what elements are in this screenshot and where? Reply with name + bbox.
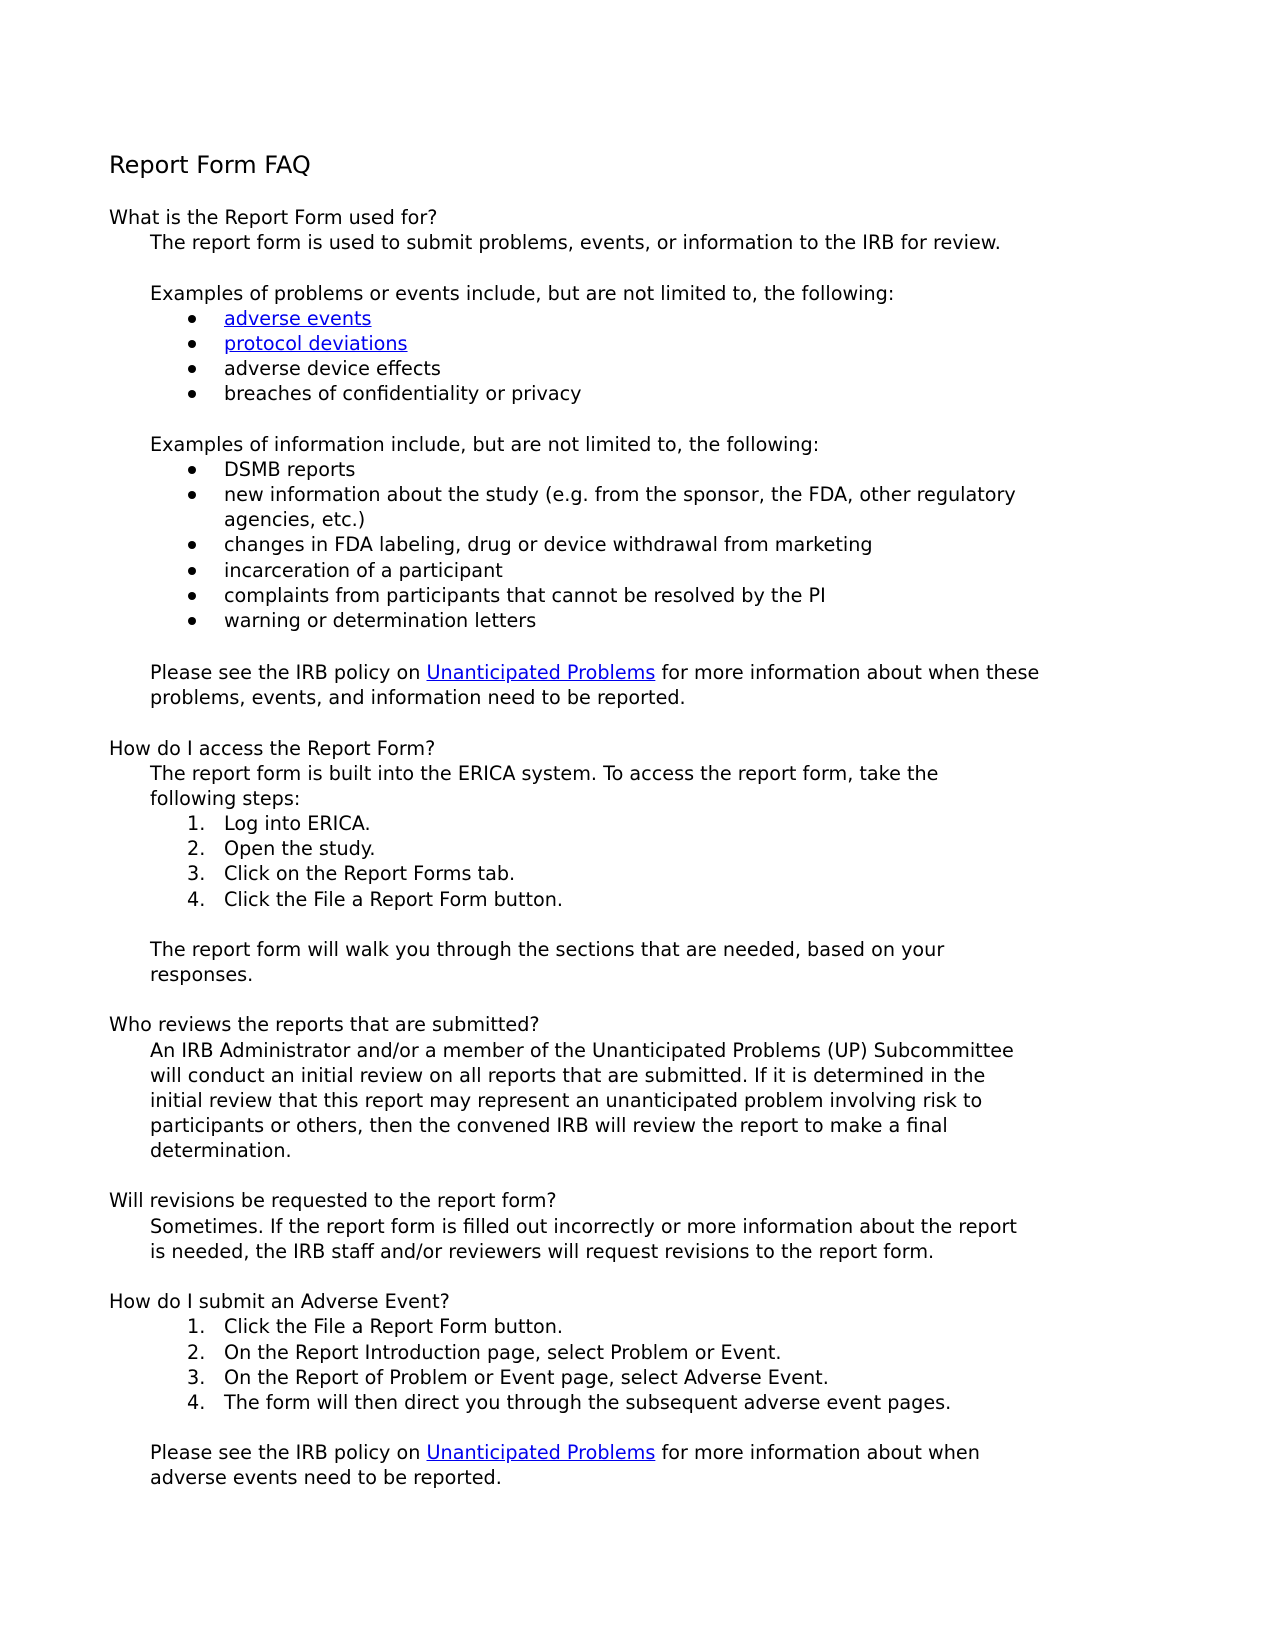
bullet-icon [188, 390, 196, 398]
list-item: new information about the study (e.g. from the sponsor, the FDA, other regulatory [224, 483, 1016, 506]
bullet-icon [188, 592, 196, 600]
bullet-icon [188, 365, 196, 373]
list-item: adverse device effects [224, 357, 441, 380]
bullet-icon [188, 340, 196, 348]
bullet-icon [188, 491, 196, 499]
faq-answer-text: participants or others, then the convened IRB will review the report to make a final [150, 1114, 948, 1137]
faq-question-3: Who reviews the reports that are submitted? [109, 1013, 540, 1036]
step-item: Log into ERICA. [224, 812, 371, 835]
policy-text: Please see the IRB policy on [150, 1441, 427, 1464]
step-number: 3. [187, 1366, 206, 1389]
list-item: warning or determination letters [224, 609, 537, 632]
bullet-icon [188, 617, 196, 625]
step-number: 4. [187, 1391, 206, 1414]
bullet-icon [188, 541, 196, 549]
faq-answer-text: The report form is built into the ERICA system. To access the report form, take the [150, 762, 939, 785]
faq-answer-text: will conduct an initial review on all reports that are submitted. If it is determined in the [150, 1064, 986, 1087]
policy-text: for more information about when [655, 1441, 980, 1464]
bullet-icon [188, 315, 196, 323]
faq-answer-text: An IRB Administrator and/or a member of the Unanticipated Problems (UP) Subcommittee [150, 1039, 1014, 1062]
step-number: 2. [187, 1341, 206, 1364]
faq-question-2: How do I access the Report Form? [109, 737, 436, 760]
step-item: Click on the Report Forms tab. [224, 862, 516, 885]
list-item: breaches of confidentiality or privacy [224, 382, 582, 405]
policy-text: Please see the IRB policy on [150, 661, 427, 684]
list-item-continuation: agencies, etc.) [224, 508, 366, 531]
bullet-icon [188, 466, 196, 474]
bullet-icon [188, 567, 196, 575]
faq-answer-text: responses. [150, 963, 254, 986]
protocol-deviations-link[interactable]: protocol deviations [224, 332, 408, 355]
info-intro: Examples of information include, but are not limited to, the following: [150, 433, 820, 456]
adverse-events-link[interactable]: adverse events [224, 307, 372, 330]
faq-question-4: Will revisions be requested to the report form? [109, 1189, 557, 1212]
list-item: incarceration of a participant [224, 559, 503, 582]
step-item: The form will then direct you through the subsequent adverse event pages. [224, 1391, 952, 1414]
policy-note-line2: problems, events, and information need to be reported. [150, 686, 686, 709]
step-number: 2. [187, 837, 206, 860]
step-item: Click the File a Report Form button. [224, 888, 563, 911]
faq-answer-text: following steps: [150, 787, 301, 810]
faq-answer-text: determination. [150, 1139, 292, 1162]
list-item: DSMB reports [224, 458, 356, 481]
faq-answer-text: is needed, the IRB staff and/or reviewers will request revisions to the report form. [150, 1240, 935, 1263]
step-item: Click the File a Report Form button. [224, 1315, 563, 1338]
step-item: Open the study. [224, 837, 376, 860]
faq-answer-text: The report form will walk you through the sections that are needed, based on your [150, 938, 945, 961]
step-item: On the Report Introduction page, select Problem or Event. [224, 1341, 782, 1364]
list-item: complaints from participants that cannot be resolved by the PI [224, 584, 826, 607]
step-number: 1. [187, 812, 206, 835]
policy-note-line2: adverse events need to be reported. [150, 1466, 502, 1489]
faq-answer-text: Sometimes. If the report form is filled out incorrectly or more information about the report [150, 1215, 1017, 1238]
step-number: 3. [187, 862, 206, 885]
unanticipated-problems-link[interactable]: Unanticipated Problems [426, 661, 656, 684]
step-number: 1. [187, 1315, 206, 1338]
step-number: 4. [187, 888, 206, 911]
faq-answer-text: initial review that this report may represent an unanticipated problem involving risk to [150, 1089, 983, 1112]
policy-text: for more information about when these [655, 661, 1040, 684]
policy-note-2 [150, 1440, 980, 1465]
page-title: Report Form FAQ [109, 151, 311, 179]
faq-answer-text: The report form is used to submit problems, events, or information to the IRB for review. [150, 231, 1001, 254]
step-item: On the Report of Problem or Event page, select Adverse Event. [224, 1366, 829, 1389]
faq-question-5: How do I submit an Adverse Event? [109, 1290, 450, 1313]
faq-question-1: What is the Report Form used for? [109, 206, 438, 229]
unanticipated-problems-link-2[interactable]: Unanticipated Problems [426, 1441, 656, 1464]
policy-note-1 [150, 660, 1039, 685]
list-item: changes in FDA labeling, drug or device withdrawal from marketing [224, 533, 873, 556]
problems-intro: Examples of problems or events include, but are not limited to, the following: [150, 282, 895, 305]
